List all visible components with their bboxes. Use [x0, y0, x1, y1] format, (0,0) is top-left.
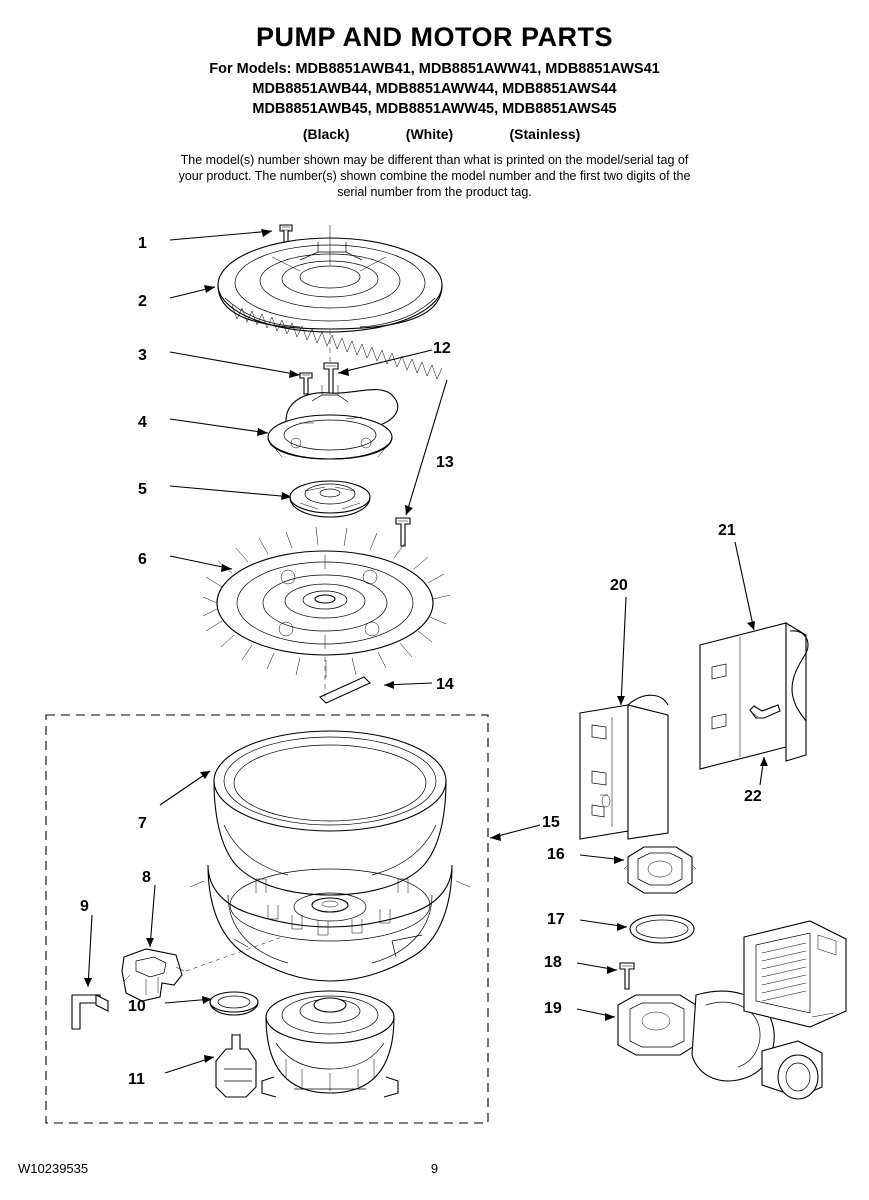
- callout-18: 18: [544, 954, 562, 971]
- model-note: The model(s) number shown may be different than what is printed on the model/serial tag of your product. The number(s) shown combine the model number and the first two digits of the serial number from the product tag.: [178, 153, 691, 199]
- finish-black: (Black): [302, 126, 350, 142]
- callout-20: 20: [610, 577, 628, 594]
- document-number: W10239535: [18, 1161, 89, 1176]
- page-number: 9: [430, 1161, 439, 1176]
- callout-6: 6: [138, 551, 147, 568]
- part-6-stator: [203, 527, 450, 678]
- callout-19: 19: [544, 1000, 562, 1017]
- part-3-screws: [300, 373, 312, 394]
- callout-21: 21: [718, 522, 736, 539]
- part-18-screw: [620, 963, 634, 989]
- callout-11: 11: [128, 1071, 145, 1088]
- finish-stainless: (Stainless): [509, 126, 581, 142]
- callout-22: 22: [744, 788, 762, 805]
- callout-8: 8: [142, 869, 151, 886]
- callout-7: 7: [138, 815, 147, 832]
- part-8-bracket: [122, 949, 184, 1001]
- callout-1: 1: [138, 235, 147, 252]
- callout-14: 14: [436, 676, 454, 693]
- part-10-seal: [210, 992, 258, 1015]
- page-title: PUMP AND MOTOR PARTS: [255, 22, 614, 52]
- part-5-impeller: [290, 481, 370, 517]
- callout-17: 17: [547, 911, 565, 928]
- part-13-screw: [396, 518, 410, 546]
- model-line-3: MDB8851AWB45, MDB8851AWW45, MDB8851AWS45: [252, 101, 617, 117]
- page-header: [0, 22, 869, 200]
- callout-2: 2: [138, 293, 147, 310]
- callout-4: 4: [138, 414, 147, 431]
- model-line-1: For Models: MDB8851AWB41, MDB8851AWW41, MDB8851AWS41: [209, 61, 660, 77]
- part-21-junction-box: [700, 623, 808, 769]
- callout-10: 10: [128, 998, 146, 1015]
- callout-9: 9: [80, 898, 89, 915]
- part-16-filter-cap: [624, 847, 696, 893]
- part-9-clip: [72, 995, 108, 1029]
- callout-5: 5: [138, 481, 147, 498]
- callout-3: 3: [138, 347, 147, 364]
- callout-15: 15: [542, 814, 560, 831]
- part-19-drain-pump: [618, 921, 846, 1099]
- part-7-sump: [190, 731, 470, 981]
- callout-16: 16: [547, 846, 565, 863]
- part-15-motor: [262, 991, 398, 1097]
- part-12-screw: [324, 363, 338, 395]
- callout-13: 13: [436, 454, 454, 471]
- part-4-chopper-assembly: [268, 385, 398, 459]
- part-14-key: [320, 677, 370, 703]
- part-17-o-ring: [630, 915, 694, 943]
- callout-12: 12: [433, 340, 451, 357]
- part-20-cover: [580, 695, 668, 839]
- exploded-diagram: [0, 205, 869, 1145]
- part-11-sensor: [216, 1033, 256, 1097]
- finish-white: (White): [405, 126, 454, 142]
- model-line-2: MDB8851AWB44, MDB8851AWW44, MDB8851AWS44: [252, 81, 617, 97]
- finish-legend: [0, 126, 869, 142]
